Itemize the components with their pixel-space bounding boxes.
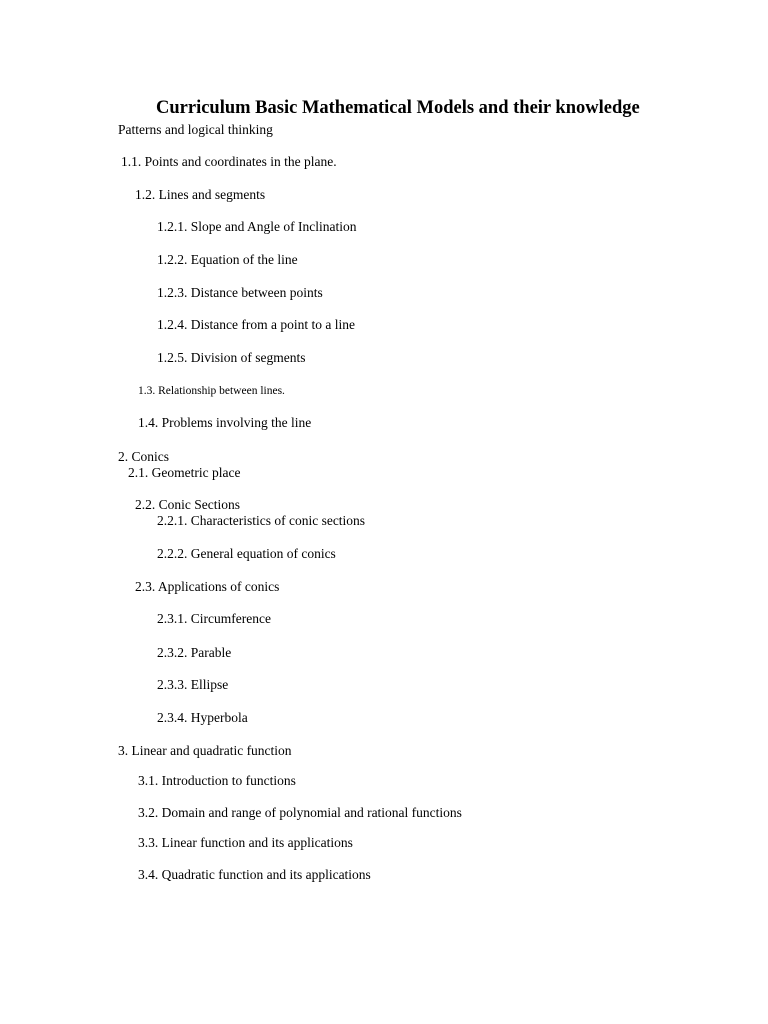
outline-item-1-2-5: 1.2.5. Division of segments	[157, 350, 306, 365]
outline-item-3-1: 3.1. Introduction to functions	[138, 773, 296, 788]
outline-item-1-1: 1.1. Points and coordinates in the plane.	[121, 154, 337, 169]
document-subtitle: Patterns and logical thinking	[118, 122, 273, 137]
outline-item-2-2-1: 2.2.1. Characteristics of conic sections	[157, 513, 366, 528]
outline-item-3-3: 3.3. Linear function and its applications	[138, 835, 353, 850]
outline-item-2-3-2: 2.3.2. Parable	[157, 645, 232, 660]
outline-section-3: 3. Linear and quadratic function	[118, 743, 292, 758]
outline-item-3-4: 3.4. Quadratic function and its applications	[138, 867, 371, 882]
outline-item-1-4: 1.4. Problems involving the line	[138, 415, 312, 430]
outline-item-2-3-4: 2.3.4. Hyperbola	[157, 710, 248, 725]
outline-item-1-2-2: 1.2.2. Equation of the line	[157, 252, 298, 267]
outline-item-2-2: 2.2. Conic Sections	[135, 497, 240, 512]
outline-item-1-2-4: 1.2.4. Distance from a point to a line	[157, 317, 355, 332]
document-title: Curriculum Basic Mathematical Models and their knowledge	[156, 98, 640, 118]
outline-item-1-2: 1.2. Lines and segments	[135, 187, 266, 202]
outline-item-2-3-3: 2.3.3. Ellipse	[157, 677, 229, 692]
outline-item-1-3: 1.3. Relationship between lines.	[138, 385, 285, 397]
outline-item-2-1: 2.1. Geometric place	[128, 465, 241, 480]
outline-item-1-2-3: 1.2.3. Distance between points	[157, 285, 323, 300]
outline-item-2-3: 2.3. Applications of conics	[135, 579, 280, 594]
outline-item-1-2-1: 1.2.1. Slope and Angle of Inclination	[157, 219, 357, 234]
outline-item-2-2-2: 2.2.2. General equation of conics	[157, 546, 336, 561]
outline-section-2: 2. Conics	[118, 449, 170, 464]
outline-item-3-2: 3.2. Domain and range of polynomial and rational functions	[138, 805, 462, 820]
outline-item-2-3-1: 2.3.1. Circumference	[157, 611, 271, 626]
